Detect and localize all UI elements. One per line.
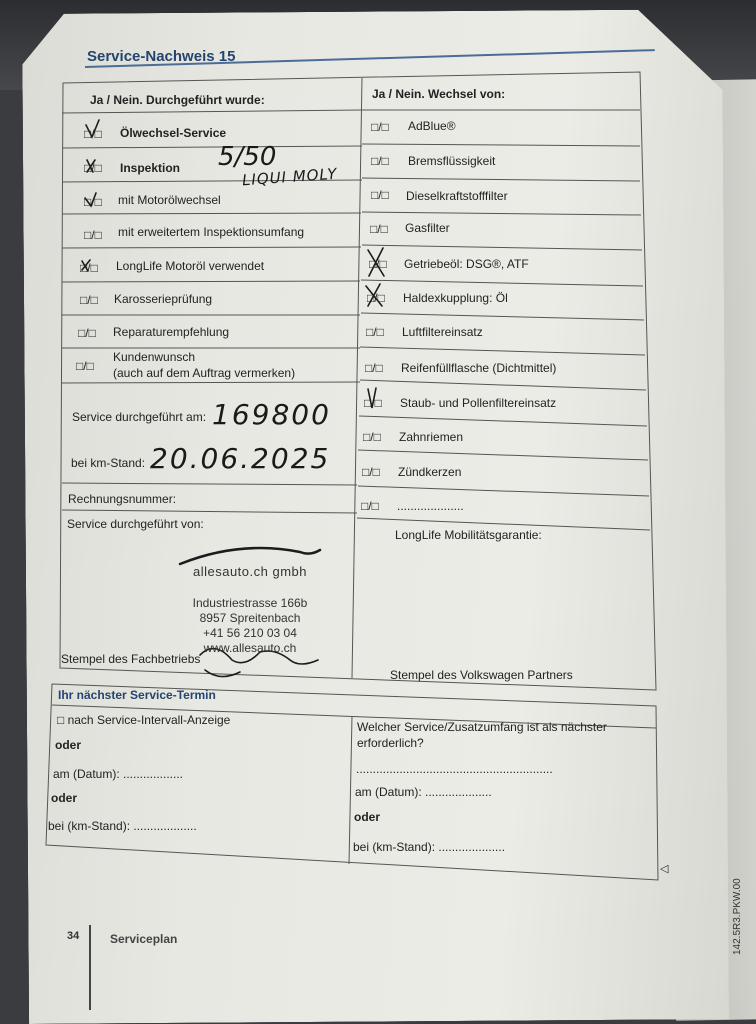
right-item: Zahnriemen bbox=[399, 430, 464, 444]
next-service-question-cont: erforderlich? bbox=[357, 736, 424, 750]
stamp-city: 8957 Spreitenbach bbox=[199, 611, 301, 625]
handwritten-oil-brand: LIQUI MOLY bbox=[241, 164, 339, 190]
checkbox-pair[interactable]: □/□ bbox=[80, 293, 98, 307]
document-code: 142.5R3.PKW.00 bbox=[732, 878, 743, 955]
checkbox-pair[interactable]: □/□ bbox=[363, 430, 381, 444]
stamp-website: www.allesauto.ch bbox=[203, 641, 297, 655]
service-date-label: Service durchgeführt am: bbox=[72, 410, 207, 424]
checkbox-pair[interactable]: □/□ bbox=[370, 222, 388, 236]
right-item: Dieselkraftstofffilter bbox=[406, 189, 508, 203]
check-mark bbox=[87, 160, 95, 172]
left-item: Ölwechsel-Service bbox=[120, 126, 227, 140]
checkbox-pair[interactable]: □/□ bbox=[80, 261, 98, 275]
workshop-stamp-label: Stempel des Fachbetriebs bbox=[61, 652, 201, 666]
check-mark bbox=[85, 193, 96, 206]
checkbox-pair[interactable]: □/□ bbox=[371, 120, 389, 134]
kundenwunsch-label: Kundenwunsch bbox=[113, 350, 196, 364]
next-km-field[interactable]: bei (km-Stand): ................... bbox=[48, 819, 197, 833]
handwritten-service-date: 20.06.2025 bbox=[150, 442, 331, 475]
right-item: Staub- und Pollenfiltereinsatz bbox=[400, 396, 557, 410]
next-service-answer-line[interactable]: ........................................................... bbox=[356, 762, 553, 776]
checkbox-pair[interactable]: □/□ bbox=[84, 195, 102, 209]
vw-partner-stamp-label: Stempel des Volkswagen Partners bbox=[390, 668, 573, 682]
or-label: oder bbox=[354, 810, 381, 824]
longlife-guarantee-label: LongLife Mobilitätsgarantie: bbox=[395, 528, 542, 542]
cross-mark bbox=[366, 284, 382, 306]
km-stand-label: bei km-Stand: bbox=[71, 456, 146, 470]
left-item: mit erweitertem Inspektionsumfang bbox=[118, 225, 305, 239]
left-item: Reparaturempfehlung bbox=[113, 325, 230, 339]
check-mark bbox=[86, 120, 99, 137]
checkbox-pair[interactable]: □/□ bbox=[76, 359, 94, 373]
service-by-label: Service durchgeführt von: bbox=[67, 517, 204, 531]
left-item: LongLife Motoröl verwendet bbox=[116, 259, 265, 273]
footer-divider bbox=[89, 925, 91, 1010]
handwritten-service-km: 169800 bbox=[212, 398, 331, 431]
right-item: Reifenfüllflasche (Dichtmittel) bbox=[401, 361, 557, 375]
checkbox-pair[interactable]: □/□ bbox=[84, 228, 102, 242]
stamp-street: Industriestrasse 166b bbox=[192, 596, 308, 610]
footer-title: Serviceplan bbox=[110, 932, 178, 946]
next-km-field-right[interactable]: bei (km-Stand): .................... bbox=[353, 840, 506, 854]
invoice-number-label: Rechnungsnummer: bbox=[68, 492, 177, 506]
page-title: Service-Nachweis 15 bbox=[87, 48, 236, 65]
signature-underline bbox=[205, 670, 240, 677]
checkbox-pair[interactable]: □/□ bbox=[369, 257, 387, 271]
right-item: Getriebeöl: DSG®, ATF bbox=[404, 257, 529, 271]
checkbox-pair[interactable]: □/□ bbox=[366, 325, 384, 339]
right-item: Gasfilter bbox=[405, 221, 450, 235]
stamp-company: allesauto.ch gmbh bbox=[192, 564, 307, 579]
checkbox-pair[interactable]: □/□ bbox=[84, 127, 102, 141]
checkbox-pair[interactable]: □/□ bbox=[84, 161, 102, 175]
right-item: AdBlue® bbox=[408, 119, 456, 133]
stamp-car-logo bbox=[180, 548, 320, 564]
check-mark bbox=[368, 388, 376, 408]
kundenwunsch-note: (auch auf dem Auftrag vermerken) bbox=[113, 366, 296, 380]
next-service-title: Ihr nächster Service-Termin bbox=[58, 688, 216, 702]
next-date-field-right[interactable]: am (Datum): .................... bbox=[355, 785, 492, 799]
checkbox-pair[interactable]: □/□ bbox=[362, 465, 380, 479]
checkbox-pair[interactable]: □/□ bbox=[78, 326, 96, 340]
right-column-header: Ja / Nein. Wechsel von: bbox=[372, 87, 506, 101]
stamp-phone: +41 56 210 03 04 bbox=[203, 626, 297, 640]
or-label: oder bbox=[55, 738, 82, 752]
checkbox-pair[interactable]: □/□ bbox=[361, 499, 379, 513]
cross-mark bbox=[368, 248, 384, 276]
left-column-header: Ja / Nein. Durchgeführt wurde: bbox=[90, 93, 265, 107]
right-item: .................... bbox=[397, 499, 464, 513]
interval-option[interactable]: □ nach Service-Intervall-Anzeige bbox=[57, 713, 231, 727]
left-item: mit Motorölwechsel bbox=[118, 193, 221, 207]
right-item: Bremsflüssigkeit bbox=[408, 154, 496, 168]
checkbox-pair[interactable]: □/□ bbox=[371, 188, 389, 202]
handwritten-interval: 5/50 bbox=[218, 142, 277, 172]
right-item: Haldexkupplung: Öl bbox=[403, 291, 508, 305]
page-number: 34 bbox=[67, 930, 80, 942]
checkbox-pair[interactable]: □/□ bbox=[367, 291, 385, 305]
next-service-question: Welcher Service/Zusatzumfang ist als nächster bbox=[357, 720, 607, 734]
triangle-marker-icon: ◁ bbox=[660, 863, 669, 875]
right-item: Zündkerzen bbox=[398, 465, 462, 479]
right-item: Luftfiltereinsatz bbox=[402, 325, 483, 339]
checkbox-pair[interactable]: □/□ bbox=[365, 361, 383, 375]
checkbox-pair[interactable]: □/□ bbox=[371, 154, 389, 168]
checkbox-pair[interactable]: □/□ bbox=[364, 396, 382, 410]
left-item: Karosserieprüfung bbox=[114, 292, 213, 306]
or-label: oder bbox=[51, 791, 78, 805]
left-item: Inspektion bbox=[120, 161, 181, 175]
check-mark bbox=[82, 260, 90, 271]
next-date-field[interactable]: am (Datum): .................. bbox=[53, 767, 184, 781]
